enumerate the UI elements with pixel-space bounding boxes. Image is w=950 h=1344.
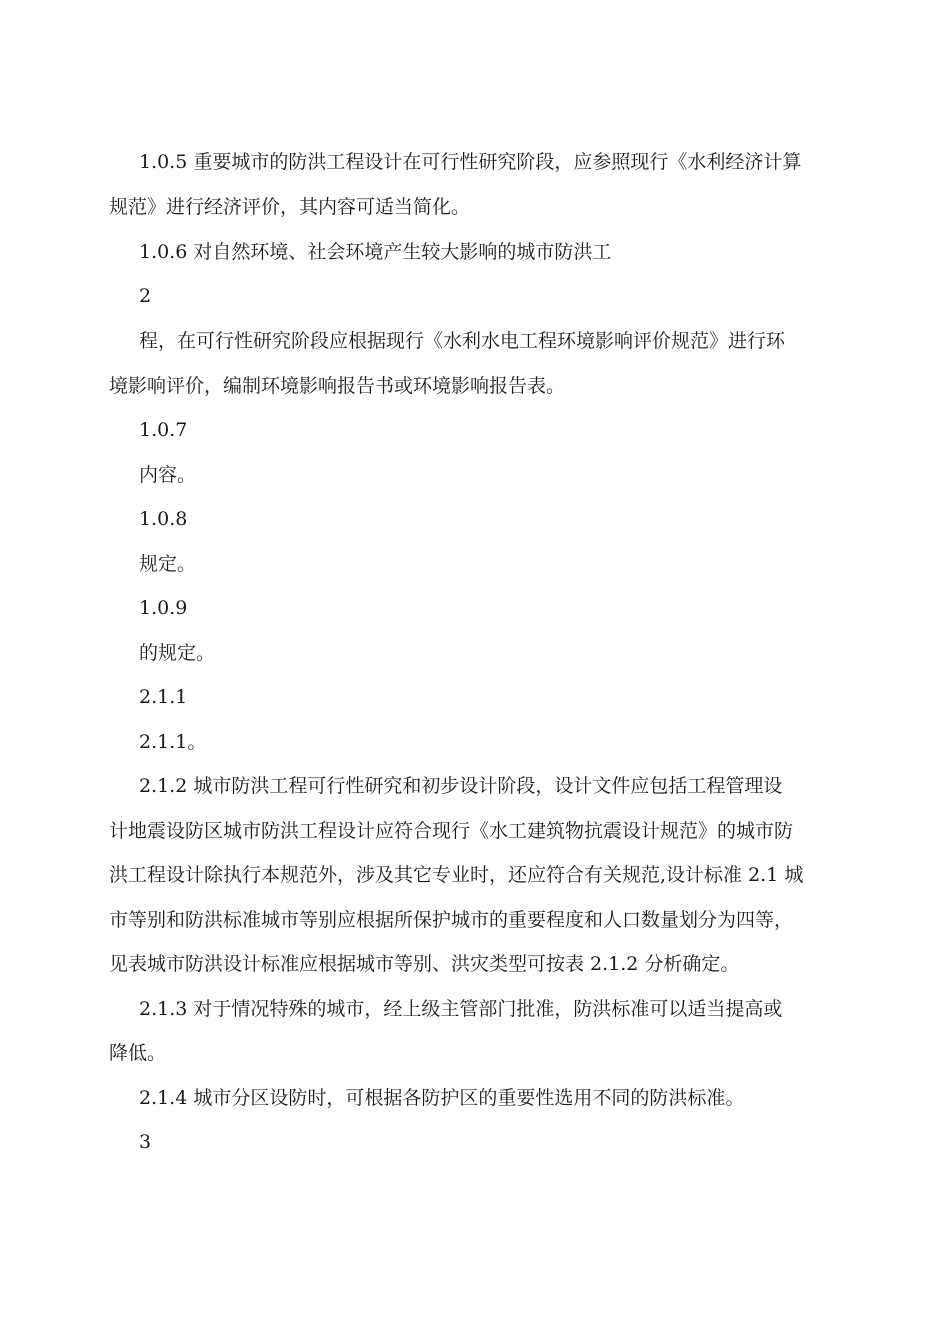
clause-2-1-2-line-1: 2.1.2 城市防洪工程可行性研究和初步设计阶段，设计文件应包括工程管理设 bbox=[139, 775, 783, 797]
clause-1-0-7-number: 1.0.7 bbox=[139, 419, 188, 441]
clause-2-1-2-line-3: 洪工程设计除执行本规范外，涉及其它专业时，还应符合有关规范,设计标准 2.1 城 bbox=[109, 864, 804, 886]
clause-2-1-2-line-4: 市等别和防洪标准城市等别应根据所保护城市的重要程度和人口数量划分为四等， bbox=[109, 909, 794, 931]
clause-2-1-3-line-1: 2.1.3 对于情况特殊的城市，经上级主管部门批准，防洪标准可以适当提高或 bbox=[139, 998, 783, 1020]
clause-1-0-6-line-2: 程，在可行性研究阶段应根据现行《水利水电工程环境影响评价规范》进行环 bbox=[139, 330, 786, 352]
clause-2-1-3-line-2: 降低。 bbox=[109, 1042, 167, 1064]
clause-2-1-4-line-1: 2.1.4 城市分区设防时，可根据各防护区的重要性选用不同的防洪标准。 bbox=[139, 1087, 745, 1109]
clause-2-1-1-text: 2.1.1。 bbox=[139, 731, 207, 753]
clause-1-0-5-line-1: 1.0.5 重要城市的防洪工程设计在可行性研究阶段，应参照现行《水利经济计算 bbox=[139, 151, 802, 173]
clause-1-0-9-text: 的规定。 bbox=[139, 642, 216, 664]
clause-1-0-5-line-2: 规范》进行经济评价，其内容可适当简化。 bbox=[109, 196, 471, 218]
clause-1-0-8-number: 1.0.8 bbox=[139, 508, 188, 530]
clause-1-0-8-text: 规定。 bbox=[139, 553, 197, 575]
clause-1-0-7-text: 内容。 bbox=[139, 464, 197, 486]
page-number-2: 2 bbox=[139, 285, 152, 307]
clause-2-1-1-number: 2.1.1 bbox=[139, 686, 188, 708]
clause-1-0-9-number: 1.0.9 bbox=[139, 597, 188, 619]
clause-1-0-6-line-3: 境影响评价，编制环境影响报告书或环境影响报告表。 bbox=[109, 375, 566, 397]
clause-2-1-2-line-2: 计地震设防区城市防洪工程设计应符合现行《水工建筑物抗震设计规范》的城市防 bbox=[109, 820, 794, 842]
page-number-3: 3 bbox=[139, 1131, 152, 1153]
clause-1-0-6-line-1: 1.0.6 对自然环境、社会环境产生较大影响的城市防洪工 bbox=[139, 241, 612, 263]
clause-2-1-2-line-5: 见表城市防洪设计标准应根据城市等别、洪灾类型可按表 2.1.2 分析确定。 bbox=[109, 953, 740, 975]
